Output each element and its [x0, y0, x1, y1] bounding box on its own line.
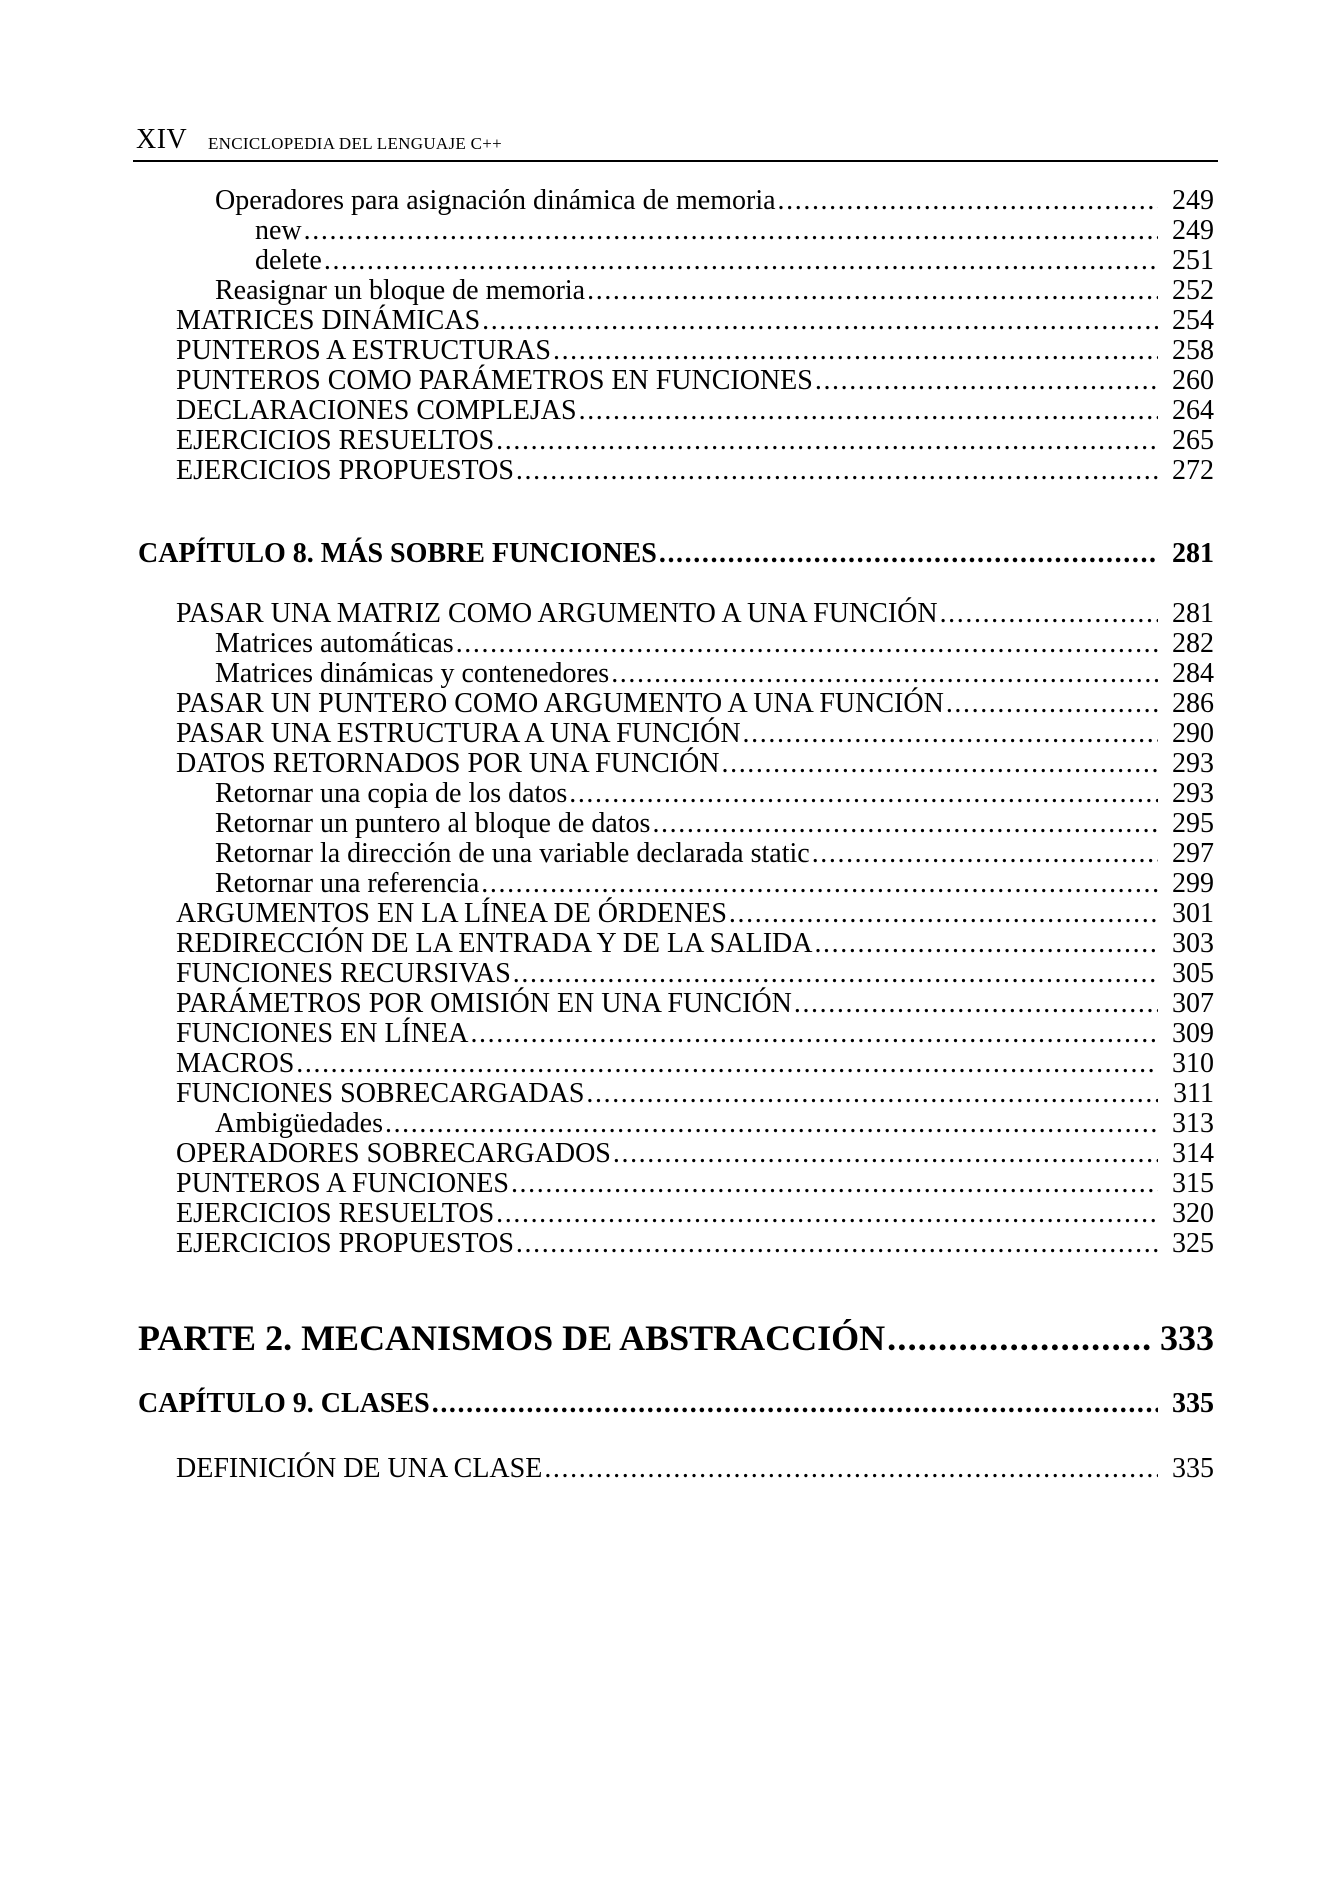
dot-leader — [587, 277, 1158, 305]
toc-page-number: 299 — [1172, 868, 1214, 899]
dot-leader — [729, 900, 1158, 928]
toc-chapter-entry — [138, 540, 1214, 568]
toc-entry-title: PARÁMETROS POR OMISIÓN EN UNA FUNCIÓN — [176, 988, 792, 1019]
toc-page-number: 335 — [1172, 1388, 1214, 1419]
toc-entry-title: DATOS RETORNADOS POR UNA FUNCIÓN — [176, 748, 720, 779]
dot-leader — [553, 337, 1158, 365]
toc-page-number: 282 — [1172, 628, 1214, 659]
toc-entry — [215, 810, 1214, 838]
toc-entry — [176, 1170, 1214, 1198]
toc-entry-title: FUNCIONES RECURSIVAS — [176, 958, 511, 989]
dot-leader — [470, 1020, 1158, 1048]
toc-entry-title: MACROS — [176, 1048, 295, 1079]
dot-leader — [296, 1050, 1158, 1078]
toc-entry — [215, 870, 1214, 898]
dot-leader — [778, 187, 1158, 215]
toc-entry-title: Retornar una referencia — [215, 868, 480, 899]
toc-entry — [176, 690, 1214, 718]
toc-page-number: 286 — [1172, 688, 1214, 719]
page-folio: XIV — [136, 124, 188, 155]
toc-page-number: 293 — [1172, 778, 1214, 809]
toc-page-number: 311 — [1173, 1078, 1214, 1109]
dot-leader — [482, 307, 1158, 335]
dot-leader — [940, 600, 1158, 628]
toc-entry — [176, 337, 1214, 365]
toc-entry — [215, 187, 1214, 215]
toc-page-number: 251 — [1172, 245, 1214, 276]
toc-entry-title: PASAR UN PUNTERO COMO ARGUMENTO A UNA FUNCIÓN — [176, 688, 944, 719]
toc-page-number: 293 — [1172, 748, 1214, 779]
toc-page-number: 272 — [1172, 455, 1214, 486]
toc-page-number: 313 — [1172, 1108, 1214, 1139]
dot-leader — [516, 457, 1158, 485]
toc-page-number: 307 — [1172, 988, 1214, 1019]
toc-entry — [215, 780, 1214, 808]
toc-page-number: 314 — [1172, 1138, 1214, 1169]
toc-entry-title: ARGUMENTOS EN LA LÍNEA DE ÓRDENES — [176, 898, 727, 929]
toc-entry — [255, 217, 1214, 245]
toc-entry — [215, 630, 1214, 658]
toc-page-number: 297 — [1172, 838, 1214, 869]
toc-entry — [176, 1455, 1214, 1483]
toc-page-number: 303 — [1172, 928, 1214, 959]
toc-entry — [215, 660, 1214, 688]
dot-leader — [304, 217, 1158, 245]
dot-leader — [496, 427, 1158, 455]
toc-entry — [176, 367, 1214, 395]
toc-entry-title: PASAR UNA MATRIZ COMO ARGUMENTO A UNA FUNCIÓN — [176, 598, 938, 629]
dot-leader — [432, 1390, 1158, 1418]
toc-entry — [176, 600, 1214, 628]
dot-leader — [659, 540, 1158, 568]
toc-page-number: 284 — [1172, 658, 1214, 689]
dot-leader — [722, 750, 1159, 778]
toc-entry-title: PUNTEROS COMO PARÁMETROS EN FUNCIONES — [176, 365, 813, 396]
toc-page-number: 252 — [1172, 275, 1214, 306]
toc-entry — [176, 307, 1214, 335]
toc-entry — [176, 1140, 1214, 1168]
toc-entry-title: PARTE 2. MECANISMOS DE ABSTRACCIÓN — [138, 1318, 886, 1358]
dot-leader — [513, 960, 1158, 988]
dot-leader — [569, 780, 1158, 808]
dot-leader — [324, 247, 1158, 275]
toc-chapter-entry — [138, 1390, 1214, 1418]
dot-leader — [815, 367, 1158, 395]
toc-entry — [215, 840, 1214, 868]
toc-page-number: 310 — [1172, 1048, 1214, 1079]
toc-entry-title: new — [255, 215, 302, 246]
toc-entry — [176, 1020, 1214, 1048]
toc-entry-title: CAPÍTULO 8. MÁS SOBRE FUNCIONES — [138, 538, 657, 569]
dot-leader — [496, 1200, 1158, 1228]
toc-entry-title: Matrices automáticas — [215, 628, 454, 659]
toc-entry-title: Operadores para asignación dinámica de memoria — [215, 185, 776, 216]
toc-entry-title: Matrices dinámicas y contenedores — [215, 658, 610, 689]
dot-leader — [887, 1320, 1150, 1356]
dot-leader — [579, 397, 1158, 425]
dot-leader — [456, 630, 1158, 658]
toc-entry — [176, 990, 1214, 1018]
toc-page-number: 301 — [1172, 898, 1214, 929]
toc-page-number: 320 — [1172, 1198, 1214, 1229]
toc-entry-title: Ambigüedades — [215, 1108, 383, 1139]
toc-entry-title: CAPÍTULO 9. CLASES — [138, 1388, 430, 1419]
dot-leader — [794, 990, 1158, 1018]
toc-entry-title: Reasignar un bloque de memoria — [215, 275, 586, 306]
toc-page-number: 260 — [1172, 365, 1214, 396]
toc-entry — [176, 397, 1214, 425]
toc-entry-title: Retornar una copia de los datos — [215, 778, 568, 809]
toc-entry-title: PUNTEROS A FUNCIONES — [176, 1168, 509, 1199]
toc-entry-title: FUNCIONES SOBRECARGADAS — [176, 1078, 585, 1109]
toc-page-number: 254 — [1172, 305, 1214, 336]
toc-entry — [176, 750, 1214, 778]
toc-entry-title: MATRICES DINÁMICAS — [176, 305, 481, 336]
toc-entry — [176, 457, 1214, 485]
toc-entry-title: FUNCIONES EN LÍNEA — [176, 1018, 469, 1049]
toc-entry — [176, 1200, 1214, 1228]
toc-entry — [176, 1050, 1214, 1078]
dot-leader — [516, 1230, 1158, 1258]
toc-page-number: 305 — [1172, 958, 1214, 989]
dot-leader — [611, 660, 1158, 688]
toc-entry-title: EJERCICIOS RESUELTOS — [176, 425, 495, 456]
toc-entry — [176, 427, 1214, 455]
toc-entry — [176, 720, 1214, 748]
toc-page-number: 281 — [1172, 538, 1214, 569]
toc-entry — [215, 277, 1214, 305]
toc-entry-title: EJERCICIOS PROPUESTOS — [176, 455, 514, 486]
dot-leader — [812, 840, 1158, 868]
dot-leader — [814, 930, 1158, 958]
toc-entry-title: DEFINICIÓN DE UNA CLASE — [176, 1453, 543, 1484]
toc-entry-title: PASAR UNA ESTRUCTURA A UNA FUNCIÓN — [176, 718, 741, 749]
toc-entry — [176, 1230, 1214, 1258]
toc-entry-title: REDIRECCIÓN DE LA ENTRADA Y DE LA SALIDA — [176, 928, 813, 959]
toc-page-number: 295 — [1172, 808, 1214, 839]
dot-leader — [586, 1080, 1158, 1108]
dot-leader — [385, 1110, 1158, 1138]
toc-entry — [176, 900, 1214, 928]
dot-leader — [946, 690, 1158, 718]
toc-entry — [176, 960, 1214, 988]
dot-leader — [544, 1455, 1158, 1483]
toc-page-number: 315 — [1172, 1168, 1214, 1199]
toc-entry-title: DECLARACIONES COMPLEJAS — [176, 395, 577, 426]
toc-entry-title: PUNTEROS A ESTRUCTURAS — [176, 335, 551, 366]
toc-entry-title: EJERCICIOS PROPUESTOS — [176, 1228, 514, 1259]
toc-page-number: 309 — [1172, 1018, 1214, 1049]
toc-page-number: 249 — [1172, 215, 1214, 246]
toc-page-number: 333 — [1160, 1318, 1214, 1358]
toc-part-entry — [138, 1320, 1214, 1356]
toc-page-number: 265 — [1172, 425, 1214, 456]
toc-entry-title: Retornar la dirección de una variable declarada static — [215, 838, 810, 869]
toc-entry-title: delete — [255, 245, 322, 276]
toc-page-number: 335 — [1172, 1453, 1214, 1484]
toc-page-number: 264 — [1172, 395, 1214, 426]
toc-page-number: 325 — [1172, 1228, 1214, 1259]
dot-leader — [511, 1170, 1158, 1198]
toc-entry — [215, 1110, 1214, 1138]
toc-entry — [176, 1080, 1214, 1108]
toc-entry-title: EJERCICIOS RESUELTOS — [176, 1198, 495, 1229]
toc-entry-title: Retornar un puntero al bloque de datos — [215, 808, 651, 839]
dot-leader — [652, 810, 1158, 838]
toc-page-number: 290 — [1172, 718, 1214, 749]
running-title: ENCICLOPEDIA DEL LENGUAJE C++ — [208, 134, 503, 153]
dot-leader — [613, 1140, 1158, 1168]
dot-leader — [743, 720, 1158, 748]
toc-page-number: 249 — [1172, 185, 1214, 216]
toc-entry — [176, 930, 1214, 958]
toc-entry-title: OPERADORES SOBRECARGADOS — [176, 1138, 611, 1169]
toc-entry — [255, 247, 1214, 275]
dot-leader — [481, 870, 1158, 898]
toc-page-number: 258 — [1172, 335, 1214, 366]
toc-page-number: 281 — [1172, 598, 1214, 629]
